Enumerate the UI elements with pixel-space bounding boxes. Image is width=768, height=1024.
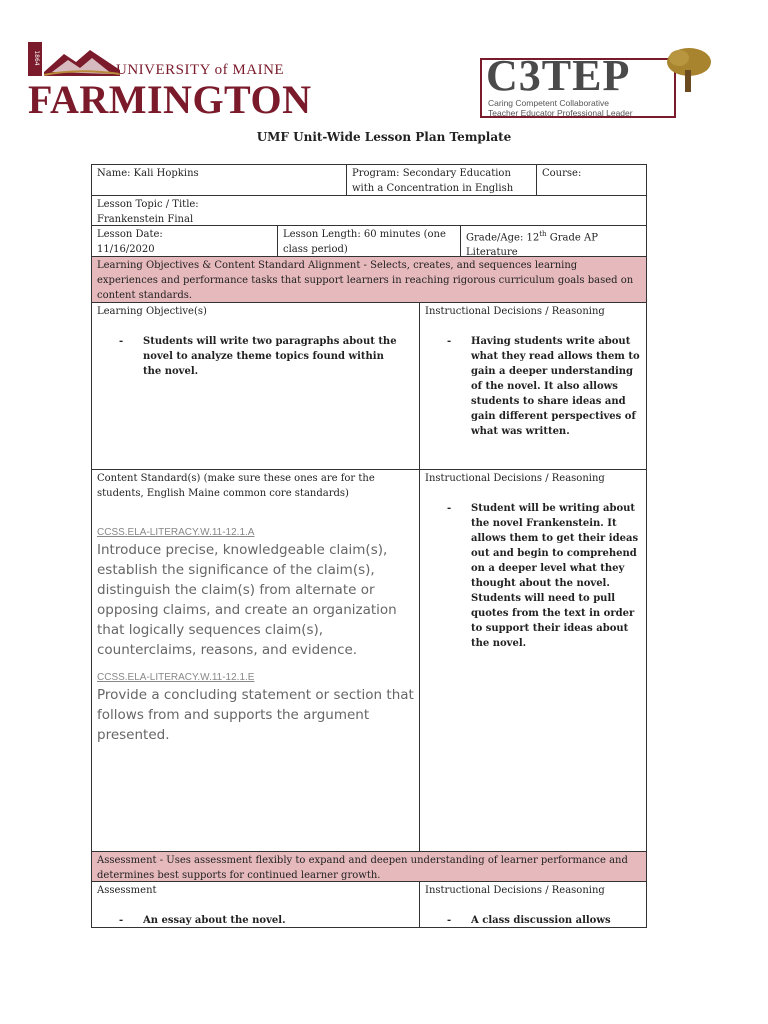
ctep-title: C3TEP	[486, 51, 631, 100]
assessment-header-text: Assessment - Uses assessment flexibly to expand and deepen understanding of learner performance and determines best supports for continued learner growth.	[97, 855, 628, 881]
name-cell	[91, 164, 347, 196]
objectives-header-text: Learning Objectives & Content Standard Alignment - Selects, creates, and sequences learning experiences and performance tasks that support learners in reaching rigorous curriculum goals based on content standards.	[97, 260, 634, 301]
learning-objective-list	[97, 334, 414, 379]
name-text: Name: Kali Hopkins	[97, 168, 199, 179]
program-cell	[346, 164, 537, 196]
learning-objective-item: - Students will write two paragraphs about the novel to analyze theme topics found within the novel.	[97, 334, 414, 379]
grade-age-cell	[460, 225, 647, 257]
ctep-tagline-1: Caring Competent Collaborative	[488, 98, 609, 108]
farmington-text: FARMINGTON	[28, 77, 312, 122]
standards-reasoning-item: - Student will be writing about the novel Frankenstein. It allows them to get their ideas out and begin to comprehend on a deeper level what they thought about the novel. Students will need to pull quotes from the text in order to support their ideas about the novel.	[425, 501, 641, 651]
lesson-date-label: Lesson Date:	[97, 229, 163, 240]
standards-reasoning-label: Instructional Decisions / Reasoning	[425, 473, 605, 484]
content-standards-label: Content Standard(s) (make sure these ones are for the students, English Maine common core standards)	[97, 473, 375, 499]
content-standards-cell	[91, 469, 420, 852]
assessment-list	[97, 913, 414, 928]
lesson-topic-label: Lesson Topic / Title:	[97, 199, 199, 210]
grade-prefix: Grade/Age: 12	[466, 232, 540, 244]
lesson-date-cell	[91, 225, 278, 257]
assessment-label: Assessment	[97, 885, 157, 896]
est-badge: 1864	[33, 50, 40, 66]
learning-objective-cell	[91, 302, 420, 470]
grade-sup: th	[539, 230, 547, 238]
standards-reasoning-cell	[419, 469, 647, 852]
lesson-length-cell	[277, 225, 461, 257]
assessment-reasoning-item: - A class discussion allows	[425, 913, 641, 928]
assessment-item: - An essay about the novel.	[97, 913, 414, 928]
assessment-cell	[91, 881, 420, 928]
lesson-topic-cell	[91, 195, 647, 226]
assessment-section-header	[91, 851, 647, 882]
standards-reasoning-list	[425, 501, 641, 651]
course-text: Course:	[542, 168, 582, 179]
objective-reasoning-cell	[419, 302, 647, 470]
lesson-length-text: Lesson Length: 60 minutes (one class period)	[283, 229, 446, 255]
assessment-reasoning-label: Instructional Decisions / Reasoning	[425, 885, 605, 896]
university-of-maine-text: UNIVERSITY of MAINE	[116, 62, 285, 78]
lesson-topic-value: Frankenstein Final	[97, 214, 194, 225]
standard-1-link[interactable]: CCSS.ELA-LITERACY.W.11-12.1.A	[97, 527, 255, 538]
objective-reasoning-item: - Having students write about what they read allows them to gain a deeper understanding of the novel. It also allows students to share ideas and gain different perspectives of what was written.	[425, 334, 641, 439]
grade-suffix: Grade AP Literature	[466, 232, 598, 257]
mountain-logo-icon	[28, 42, 120, 76]
objective-reasoning-label: Instructional Decisions / Reasoning	[425, 306, 605, 317]
standard-2-link[interactable]: CCSS.ELA-LITERACY.W.11-12.1.E	[97, 672, 255, 683]
standard-2-text: Provide a concluding statement or section that follows from and supports the argument presented.	[97, 687, 414, 743]
document-title: UMF Unit-Wide Lesson Plan Template	[256, 130, 512, 144]
lesson-date-value: 11/16/2020	[97, 244, 155, 255]
assessment-reasoning-list	[425, 913, 641, 928]
assessment-reasoning-cell	[419, 881, 647, 928]
tree-icon	[664, 44, 714, 94]
program-text: Program: Secondary Education with a Concentration in English	[352, 168, 514, 194]
ctep-tagline-2: Teacher Educator Professional Leader	[488, 108, 633, 118]
learning-objective-label: Learning Objective(s)	[97, 306, 207, 317]
objectives-section-header	[91, 256, 647, 303]
course-cell	[536, 164, 647, 196]
objective-reasoning-list	[425, 334, 641, 439]
standard-1-text: Introduce precise, knowledgeable claim(s), establish the significance of the claim(s), distinguish the claim(s) from alternate or opposing claims, and create an organization that logically sequences claim(s), counterclaims, reasons, and evidence.	[97, 542, 397, 658]
